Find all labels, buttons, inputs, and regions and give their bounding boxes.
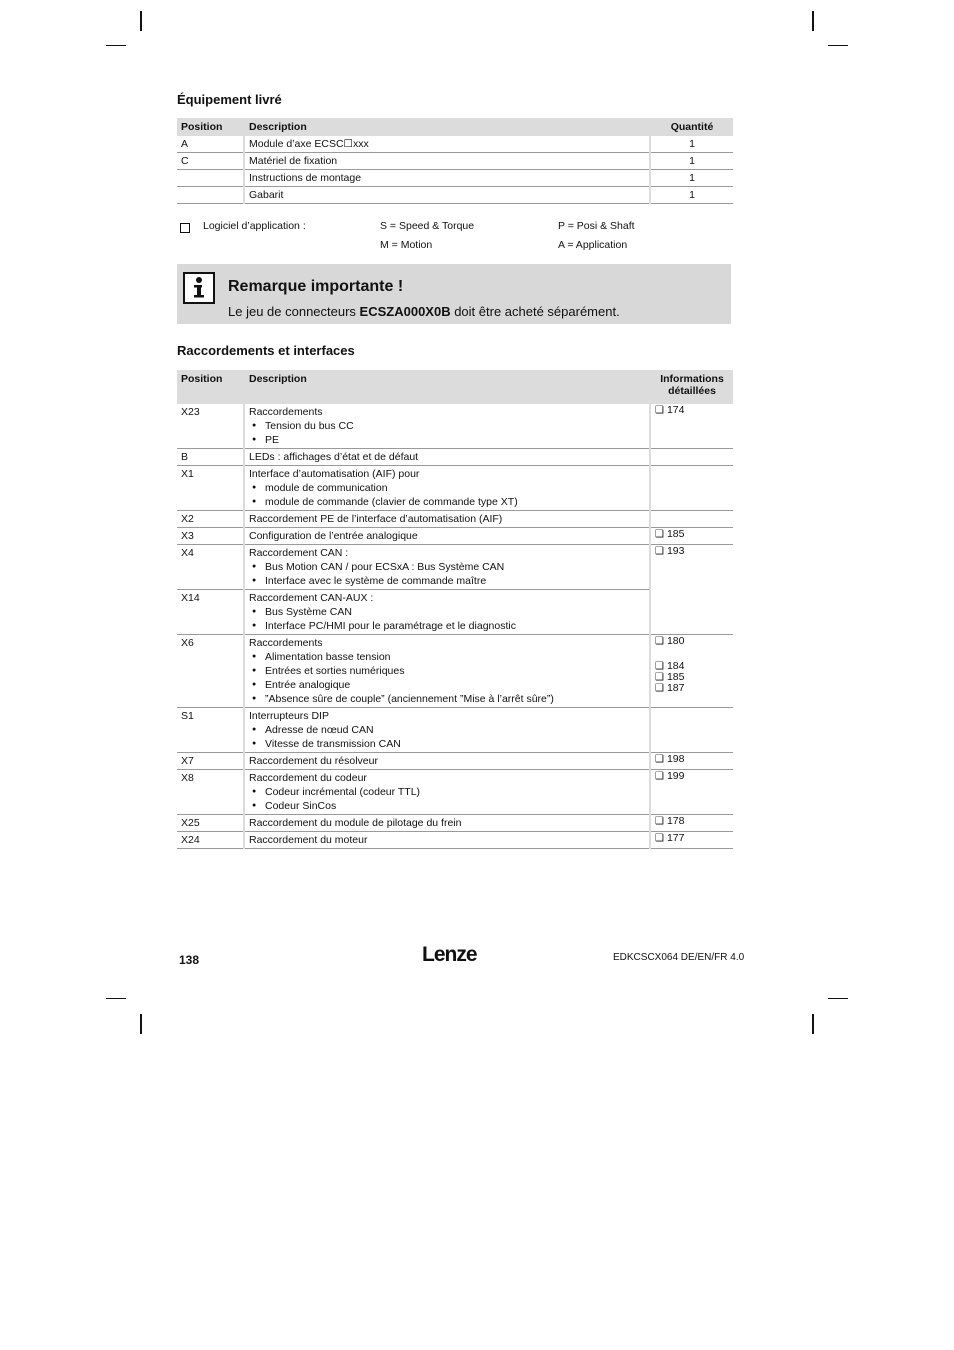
equipment-table-body: [177, 136, 733, 204]
page-reference: [655, 546, 729, 557]
column-header-description: Description: [244, 118, 650, 136]
cell-position: X6: [177, 635, 244, 708]
cell-description: [244, 770, 650, 815]
description-text: Raccordement CAN-AUX :: [249, 592, 374, 604]
book-icon: ❑: [655, 771, 664, 782]
cell-position: C: [177, 153, 244, 170]
description-text: Interface d’automatisation (AIF) pour: [249, 468, 420, 480]
book-icon: ❑: [655, 546, 664, 557]
page-number-ref: 185: [666, 528, 685, 540]
bullet-item: ● Codeur SinCos: [249, 799, 645, 813]
column-header-description: Description: [244, 370, 650, 404]
cell-description: [244, 815, 650, 832]
column-header-quantite: Quantité: [650, 118, 733, 136]
page-reference: [655, 683, 729, 694]
book-icon: ❑: [655, 636, 664, 647]
note-part-number: ECSZA000X0B: [359, 304, 451, 319]
cell-description: [244, 528, 650, 545]
connections-table: [177, 370, 733, 849]
cell-quantity: 1: [650, 170, 733, 187]
document-id: EDKCSCX064 DE/EN/FR 4.0: [613, 952, 745, 963]
cell-description: [244, 590, 650, 635]
bullet-item: ● Adresse de nœud CAN: [249, 723, 645, 737]
table-row: [177, 136, 733, 153]
cell-reference: [650, 528, 733, 545]
cell-position: B: [177, 449, 244, 466]
cell-description: Matériel de fixation: [244, 153, 650, 170]
book-icon: ❑: [655, 661, 664, 672]
table-row: [177, 753, 733, 770]
bullet-item: ● Bus Motion CAN / pour ECSxA : Bus Système CAN: [249, 560, 645, 574]
page-number: 138: [179, 953, 200, 967]
crop-mark: [106, 998, 126, 999]
bullet-item: ● Bus Système CAN: [249, 605, 645, 619]
cell-position: X3: [177, 528, 244, 545]
cell-reference: [650, 753, 733, 770]
cell-position: X4: [177, 545, 244, 590]
cell-quantity: 1: [650, 153, 733, 170]
description-text: Configuration de l’entrée analogique: [249, 530, 418, 542]
bullet-item: ● module de communication: [249, 481, 645, 495]
description-text: Raccordements: [249, 637, 323, 649]
cell-description: Instructions de montage: [244, 170, 650, 187]
page-number-ref: 185: [666, 671, 685, 683]
table-row: [177, 466, 733, 511]
connections-table-body: [177, 404, 733, 849]
cell-description: [244, 511, 650, 528]
book-icon: ❑: [655, 754, 664, 765]
note-text-end: doit être acheté séparément.: [450, 304, 620, 319]
table-row: [177, 635, 733, 708]
header-line-2: détaillées: [668, 385, 716, 397]
bullet-item: ● Interface PC/HMI pour le paramétrage et le diagnostic: [249, 619, 645, 633]
cell-reference: [650, 404, 733, 449]
cell-position: X24: [177, 832, 244, 849]
cell-description: Module d’axe ECSC☐xxx: [244, 136, 650, 153]
software-option-a: A = Application: [558, 239, 628, 251]
software-option-m: M = Motion: [380, 239, 433, 251]
cell-position: X1: [177, 466, 244, 511]
software-option-p: P = Posi & Shaft: [558, 220, 635, 232]
bullet-item: ● module de commande (clavier de commande type XT): [249, 495, 645, 509]
page-reference: [655, 754, 729, 765]
cell-position: X23: [177, 404, 244, 449]
cell-reference: [650, 708, 733, 753]
cell-description: [244, 708, 650, 753]
section-title-raccordements: Raccordements et interfaces: [177, 343, 355, 358]
crop-mark: [140, 1014, 142, 1034]
table-row: [177, 404, 733, 449]
crop-mark: [106, 45, 126, 46]
lenze-logo: Lenze: [422, 943, 477, 966]
cell-position: X8: [177, 770, 244, 815]
page-number-ref: 184: [666, 660, 685, 672]
crop-mark: [812, 11, 814, 31]
description-text: Raccordements: [249, 406, 323, 418]
description-text: LEDs : affichages d’état et de défaut: [249, 451, 419, 463]
book-icon: ❑: [655, 816, 664, 827]
info-icon: [183, 272, 215, 304]
bullet-item: ● Codeur incrémental (codeur TTL): [249, 785, 645, 799]
note-text-start: Le jeu de connecteurs: [228, 304, 360, 319]
crop-mark: [828, 45, 848, 46]
cell-description: [244, 753, 650, 770]
bullet-item: ● PE: [249, 433, 645, 447]
note-title: Remarque importante !: [228, 278, 404, 295]
bullet-item: ● Alimentation basse tension: [249, 650, 645, 664]
cell-quantity: 1: [650, 187, 733, 204]
cell-position: X14: [177, 590, 244, 635]
table-row: [177, 545, 733, 590]
bullet-item: ● Entrées et sorties numériques: [249, 664, 645, 678]
cell-position: A: [177, 136, 244, 153]
description-text: Raccordement du codeur: [249, 772, 367, 784]
important-note: [177, 264, 731, 324]
cell-description: [244, 404, 650, 449]
book-icon: ❑: [655, 529, 664, 540]
page-number-ref: 193: [666, 545, 685, 557]
cell-reference: [650, 815, 733, 832]
cell-position: X2: [177, 511, 244, 528]
cell-reference: [650, 511, 733, 528]
column-header-position: Position: [177, 118, 244, 136]
cell-reference: [650, 590, 733, 635]
page-reference: [655, 771, 729, 782]
bullet-item: ● Entrée analogique: [249, 678, 645, 692]
description-text: Raccordement CAN :: [249, 547, 349, 559]
cell-reference: [650, 635, 733, 708]
cell-description: [244, 466, 650, 511]
page-number-ref: 180: [666, 635, 685, 647]
page-reference: [655, 529, 729, 540]
table-row: [177, 528, 733, 545]
cell-position: [177, 187, 244, 204]
page-number-ref: 178: [666, 815, 685, 827]
page-number-ref: 174: [666, 404, 685, 416]
crop-mark: [828, 998, 848, 999]
page-reference: [655, 833, 729, 844]
page-number-ref: 199: [666, 770, 685, 782]
table-row: [177, 449, 733, 466]
page-number-ref: 198: [666, 753, 685, 765]
column-header-position: Position: [177, 370, 244, 404]
book-icon: ❑: [655, 833, 664, 844]
page-reference: [655, 816, 729, 827]
bullet-item: ● ”Absence sûre de couple” (anciennement ”Mise à l’arrêt sûre”): [249, 692, 645, 706]
crop-mark: [812, 1014, 814, 1034]
cell-position: S1: [177, 708, 244, 753]
description-text: Raccordement du moteur: [249, 834, 368, 846]
cell-description: [244, 832, 650, 849]
checkbox-icon: [180, 223, 190, 233]
description-text: Interrupteurs DIP: [249, 710, 329, 722]
bullet-item: ● Vitesse de transmission CAN: [249, 737, 645, 751]
page-number-ref: 177: [666, 832, 685, 844]
bullet-item: ● Interface avec le système de commande maître: [249, 574, 645, 588]
table-row: [177, 770, 733, 815]
crop-mark: [140, 11, 142, 31]
table-row: [177, 187, 733, 204]
table-row: [177, 708, 733, 753]
cell-description: Gabarit: [244, 187, 650, 204]
cell-reference: [650, 832, 733, 849]
cell-description: [244, 449, 650, 466]
cell-reference: [650, 466, 733, 511]
section-title-equipement: Équipement livré: [177, 92, 282, 107]
cell-quantity: 1: [650, 136, 733, 153]
description-text: Raccordement PE de l’interface d’automatisation (AIF): [249, 513, 503, 525]
book-icon: ❑: [655, 683, 664, 694]
table-row: [177, 590, 733, 635]
page-reference: [655, 636, 729, 647]
cell-reference: [650, 449, 733, 466]
cell-position: X7: [177, 753, 244, 770]
software-label: Logiciel d’application :: [203, 220, 306, 232]
cell-reference: [650, 545, 733, 590]
cell-description: [244, 635, 650, 708]
table-row: [177, 511, 733, 528]
software-option-s: S = Speed & Torque: [380, 220, 475, 232]
column-header-informations: [650, 370, 733, 404]
cell-description: [244, 545, 650, 590]
description-text: Raccordement du module de pilotage du frein: [249, 817, 462, 829]
cell-position: [177, 170, 244, 187]
description-text: Raccordement du résolveur: [249, 755, 378, 767]
cell-position: X25: [177, 815, 244, 832]
book-icon: ❑: [655, 672, 664, 683]
table-row: [177, 153, 733, 170]
header-line-1: Informations: [660, 373, 724, 385]
page-number-ref: 187: [666, 682, 685, 694]
note-text: [228, 304, 620, 319]
book-icon: ❑: [655, 405, 664, 416]
equipment-table: [177, 118, 733, 204]
bullet-item: ● Tension du bus CC: [249, 419, 645, 433]
table-row: [177, 832, 733, 849]
cell-reference: [650, 770, 733, 815]
table-row: [177, 815, 733, 832]
page-reference: [655, 405, 729, 416]
table-row: [177, 170, 733, 187]
